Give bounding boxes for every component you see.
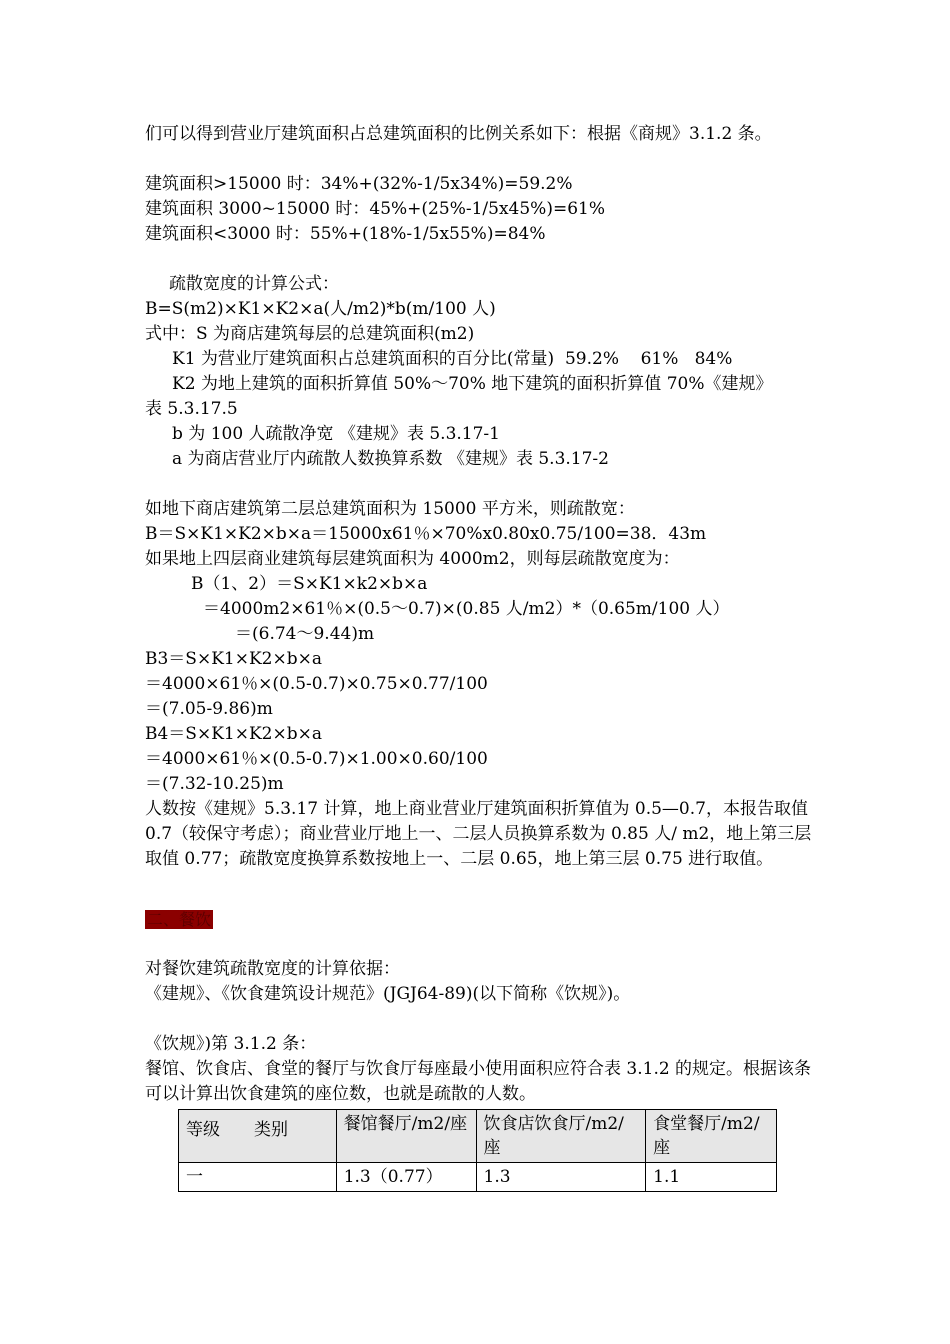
ratio-line-large: 建筑面积>15000 时：34%+(32%-1/5x34%)=59.2% — [145, 174, 573, 194]
table-header-row — [179, 1110, 777, 1163]
table-cell: 1.3 — [476, 1163, 646, 1192]
table-cell: 1.1 — [646, 1163, 777, 1192]
calc-b12: B（1、2）＝S×K1×k2×b×a — [191, 574, 428, 594]
document-page — [145, 122, 815, 1192]
spacer — [145, 1007, 815, 1032]
formula-b: b 为 100 人疏散净宽 《建规》表 5.3.17-1 — [172, 424, 500, 444]
calc-b4-result: ＝(7.32-10.25)m — [145, 774, 284, 794]
seats-paragraph: 餐馆、饮食店、食堂的餐厅与饮食厅每座最小使用面积应符合表 3.1.2 的规定。根据该条可以计算出饮食建筑的座位数，也就是疏散的人数。 — [145, 1059, 812, 1104]
calc-b3-result: ＝(7.05-9.86)m — [145, 699, 273, 719]
ratio-intro: 们可以得到营业厅建筑面积占总建筑面积的比例关系如下：根据《商规》3.1.2 条。 — [145, 124, 772, 144]
calc-b12-expand: ＝4000m2×61％×(0.5～0.7)×(0.85 人/m2）*（0.65m/100 人） — [203, 599, 730, 619]
table-cell: 一 — [179, 1163, 337, 1192]
formula-k1: K1 为营业厅建筑面积占总建筑面积的百分比(常量) 59.2% 61% 84% — [172, 349, 733, 369]
spacer — [145, 932, 815, 957]
formula-where: 式中：S 为商店建筑每层的总建筑面积(m2) — [145, 324, 475, 344]
spacer — [145, 147, 815, 172]
formula-k2-cont: 表 5.3.17.5 — [145, 399, 238, 419]
table-header-cell: 饮食店饮食厅/m2/座 — [476, 1110, 646, 1163]
calc-b3: B3＝S×K1×K2×b×a — [145, 649, 322, 669]
calc-b4-expand: ＝4000×61％×(0.5-0.7)×1.00×0.60/100 — [145, 749, 488, 769]
example-underground-calc: B＝S×K1×K2×b×a＝15000x61％×70%x0.80x0.75/100=38．43m — [145, 524, 707, 544]
spacer — [145, 872, 815, 897]
example-underground: 如地下商店建筑第二层总建筑面积为 15000 平方米，则疏散宽： — [145, 499, 635, 519]
calc-b12-result: ＝(6.74～9.44)m — [235, 624, 375, 644]
dining-clause: 《饮规》)第 3.1.2 条： — [145, 1034, 317, 1054]
table-row — [179, 1163, 777, 1192]
formula-a: a 为商店营业厅内疏散人数换算系数 《建规》表 5.3.17-2 — [172, 449, 609, 469]
dining-basis: 对餐饮建筑疏散宽度的计算依据： — [145, 959, 400, 979]
section-heading-row — [145, 907, 815, 932]
calc-b3-expand: ＝4000×61％×(0.5-0.7)×0.75×0.77/100 — [145, 674, 488, 694]
table-cell: 1.3（0.77） — [336, 1163, 476, 1192]
calc-b4: B4＝S×K1×K2×b×a — [145, 724, 322, 744]
formula-main: B=S(m2)×K1×K2×a(人/m2)*b(m/100 人) — [145, 299, 496, 319]
ratio-line-medium: 建筑面积 3000~15000 时：45%+(25%-1/5x45%)=61% — [145, 199, 605, 219]
seat-area-table — [178, 1109, 777, 1192]
dining-codes: 《建规》、《饮食建筑设计规范》(JGJ64-89)(以下简称《饮规》)。 — [145, 984, 631, 1004]
formula-k2: K2 为地上建筑的面积折算值 50%～70% 地下建筑的面积折算值 70%《建规》 — [172, 374, 773, 394]
ratio-line-small: 建筑面积<3000 时：55%+(18%-1/5x55%)=84% — [145, 224, 546, 244]
example-above: 如果地上四层商业建筑每层建筑面积为 4000m2，则每层疏散宽度为： — [145, 549, 680, 569]
table-header-cell: 等级 类别 — [179, 1110, 337, 1163]
people-paragraph: 人数按《建规》5.3.17 计算，地上商业营业厅建筑面积折算值为 0.5—0.7，本报告取值 0.7（较保守考虑）；商业营业厅地上一、二层人员换算系数为 0.85 人/ m2，地上第三层取值 0.77；疏散宽度换算系数按地上一、二层 0.65，地上第三层 0.75 进行取值。 — [145, 799, 812, 869]
spacer — [145, 247, 815, 272]
section-heading: 二、餐饮 — [147, 910, 212, 929]
table-header-cell: 餐馆餐厅/m2/座 — [336, 1110, 476, 1163]
spacer — [145, 472, 815, 497]
formula-heading: 疏散宽度的计算公式： — [169, 274, 339, 294]
table-header-cell: 食堂餐厅/m2/座 — [646, 1110, 777, 1163]
